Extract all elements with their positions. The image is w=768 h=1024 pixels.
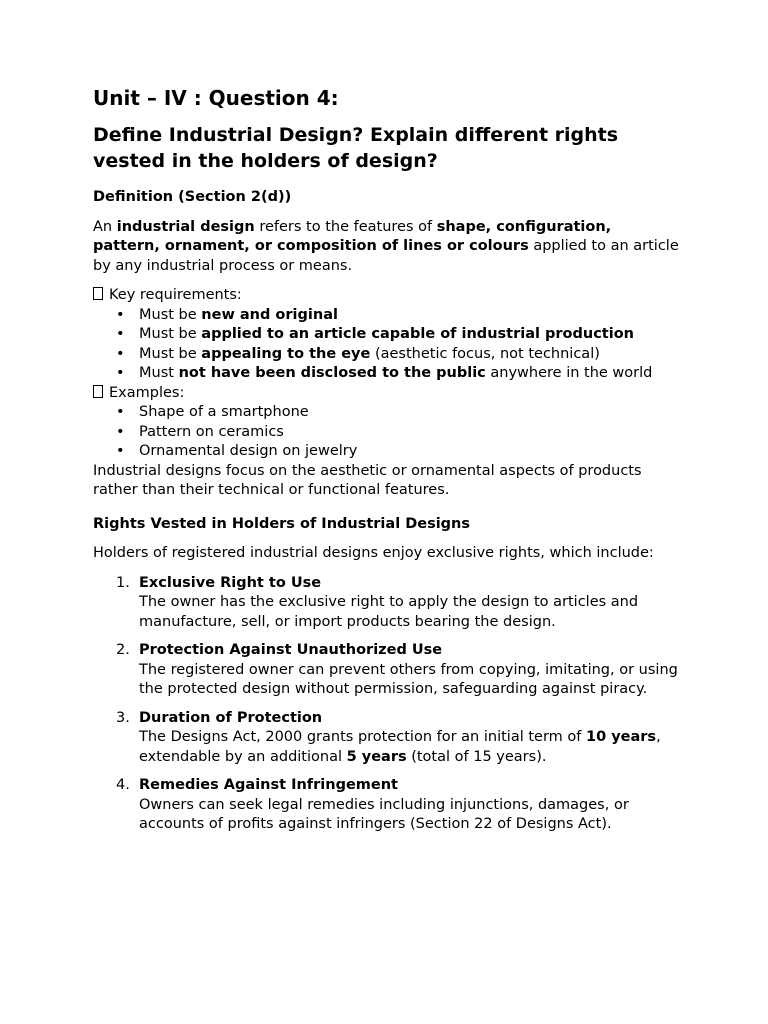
question-heading: Define Industrial Design? Explain different rights vested in the holders of design? <box>93 124 619 172</box>
list-item <box>139 325 683 345</box>
requirement-bold: not have been disclosed to the public <box>178 365 486 381</box>
missing-glyph-box-icon <box>93 385 103 398</box>
list-item: • Ornamental design on jewelry <box>139 442 683 462</box>
document-content <box>93 84 683 844</box>
rights-heading: Rights Vested in Holders of Industrial Designs <box>93 515 471 532</box>
requirement-text: (aesthetic focus, not technical) <box>370 345 600 362</box>
item-description: The owner has the exclusive right to apply the design to articles and manufacture, sell, or import products bearing the design. <box>139 594 639 630</box>
requirement-text: anywhere in the world <box>485 365 653 381</box>
list-item <box>139 345 683 365</box>
item-number: 1. <box>116 574 130 591</box>
requirements-label-line <box>93 286 683 306</box>
item-title: Exclusive Right to Use <box>139 574 322 591</box>
definition-features: shape, configuration, pattern, ornament, or composition of lines or colours <box>93 218 612 254</box>
rights-intro: Holders of registered industrial designs enjoy exclusive rights, which include: <box>93 545 654 561</box>
requirement-bold: appealing to the eye <box>201 345 371 362</box>
requirement-text: Must <box>139 365 179 381</box>
item-description: The registered owner can prevent others from copying, imitating, or using the protected design without permission, safeguarding against piracy. <box>139 661 678 697</box>
list-item <box>116 776 683 835</box>
requirements-label: Key requirements: <box>109 287 242 303</box>
item-title: Remedies Against Infringement <box>139 777 398 793</box>
examples-label: Examples: <box>109 384 185 401</box>
list-item: • Shape of a smartphone <box>139 403 683 423</box>
summary-paragraph: Industrial designs focus on the aesthetic or ornamental aspects of products rather than their technical or functional features. <box>93 462 642 498</box>
item-description <box>139 728 683 767</box>
item-title: Protection Against Unauthorized Use <box>139 642 443 658</box>
duration-text: The Designs Act, 2000 grants protection for an initial term of <box>139 729 586 745</box>
definition-paragraph <box>93 218 683 277</box>
list-item <box>116 641 683 700</box>
requirement-text: Must be <box>139 306 202 323</box>
requirement-text: Must be <box>139 345 202 362</box>
examples-label-line <box>93 384 683 404</box>
unit-heading: Unit – IV : Question 4: <box>93 86 339 110</box>
list-item <box>139 364 683 384</box>
item-number: 2. <box>116 642 130 658</box>
list-item: • Pattern on ceramics <box>139 423 683 443</box>
requirement-text: Must be <box>139 326 202 342</box>
list-item <box>116 709 683 768</box>
definition-term: industrial design <box>116 218 255 235</box>
duration-text: (total of 15 years). <box>406 748 547 765</box>
item-number: 3. <box>116 709 130 726</box>
definition-heading: Definition (Section 2(d)) <box>93 189 292 205</box>
missing-glyph-box-icon <box>93 287 103 300</box>
list-item <box>116 574 683 633</box>
requirements-list <box>93 306 683 384</box>
item-title: Duration of Protection <box>139 709 323 726</box>
definition-text-2: refers to the features of <box>254 218 437 235</box>
definition-text-1: An <box>93 218 117 235</box>
duration-bold: 5 years <box>346 748 407 765</box>
duration-text: , extendable by an additional <box>139 729 661 765</box>
requirement-bold: new and original <box>201 306 338 323</box>
examples-list <box>93 403 683 462</box>
duration-bold: 10 years <box>585 729 657 745</box>
requirement-bold: applied to an article capable of industrial production <box>201 326 634 342</box>
list-item <box>139 306 683 326</box>
item-number: 4. <box>116 777 130 793</box>
rights-list <box>93 574 683 835</box>
definition-text-3: applied to an article by any industrial process or means. <box>93 238 679 274</box>
item-description: Owners can seek legal remedies including injunctions, damages, or accounts of profits against infringers (Section 22 of Designs Act). <box>139 796 629 832</box>
